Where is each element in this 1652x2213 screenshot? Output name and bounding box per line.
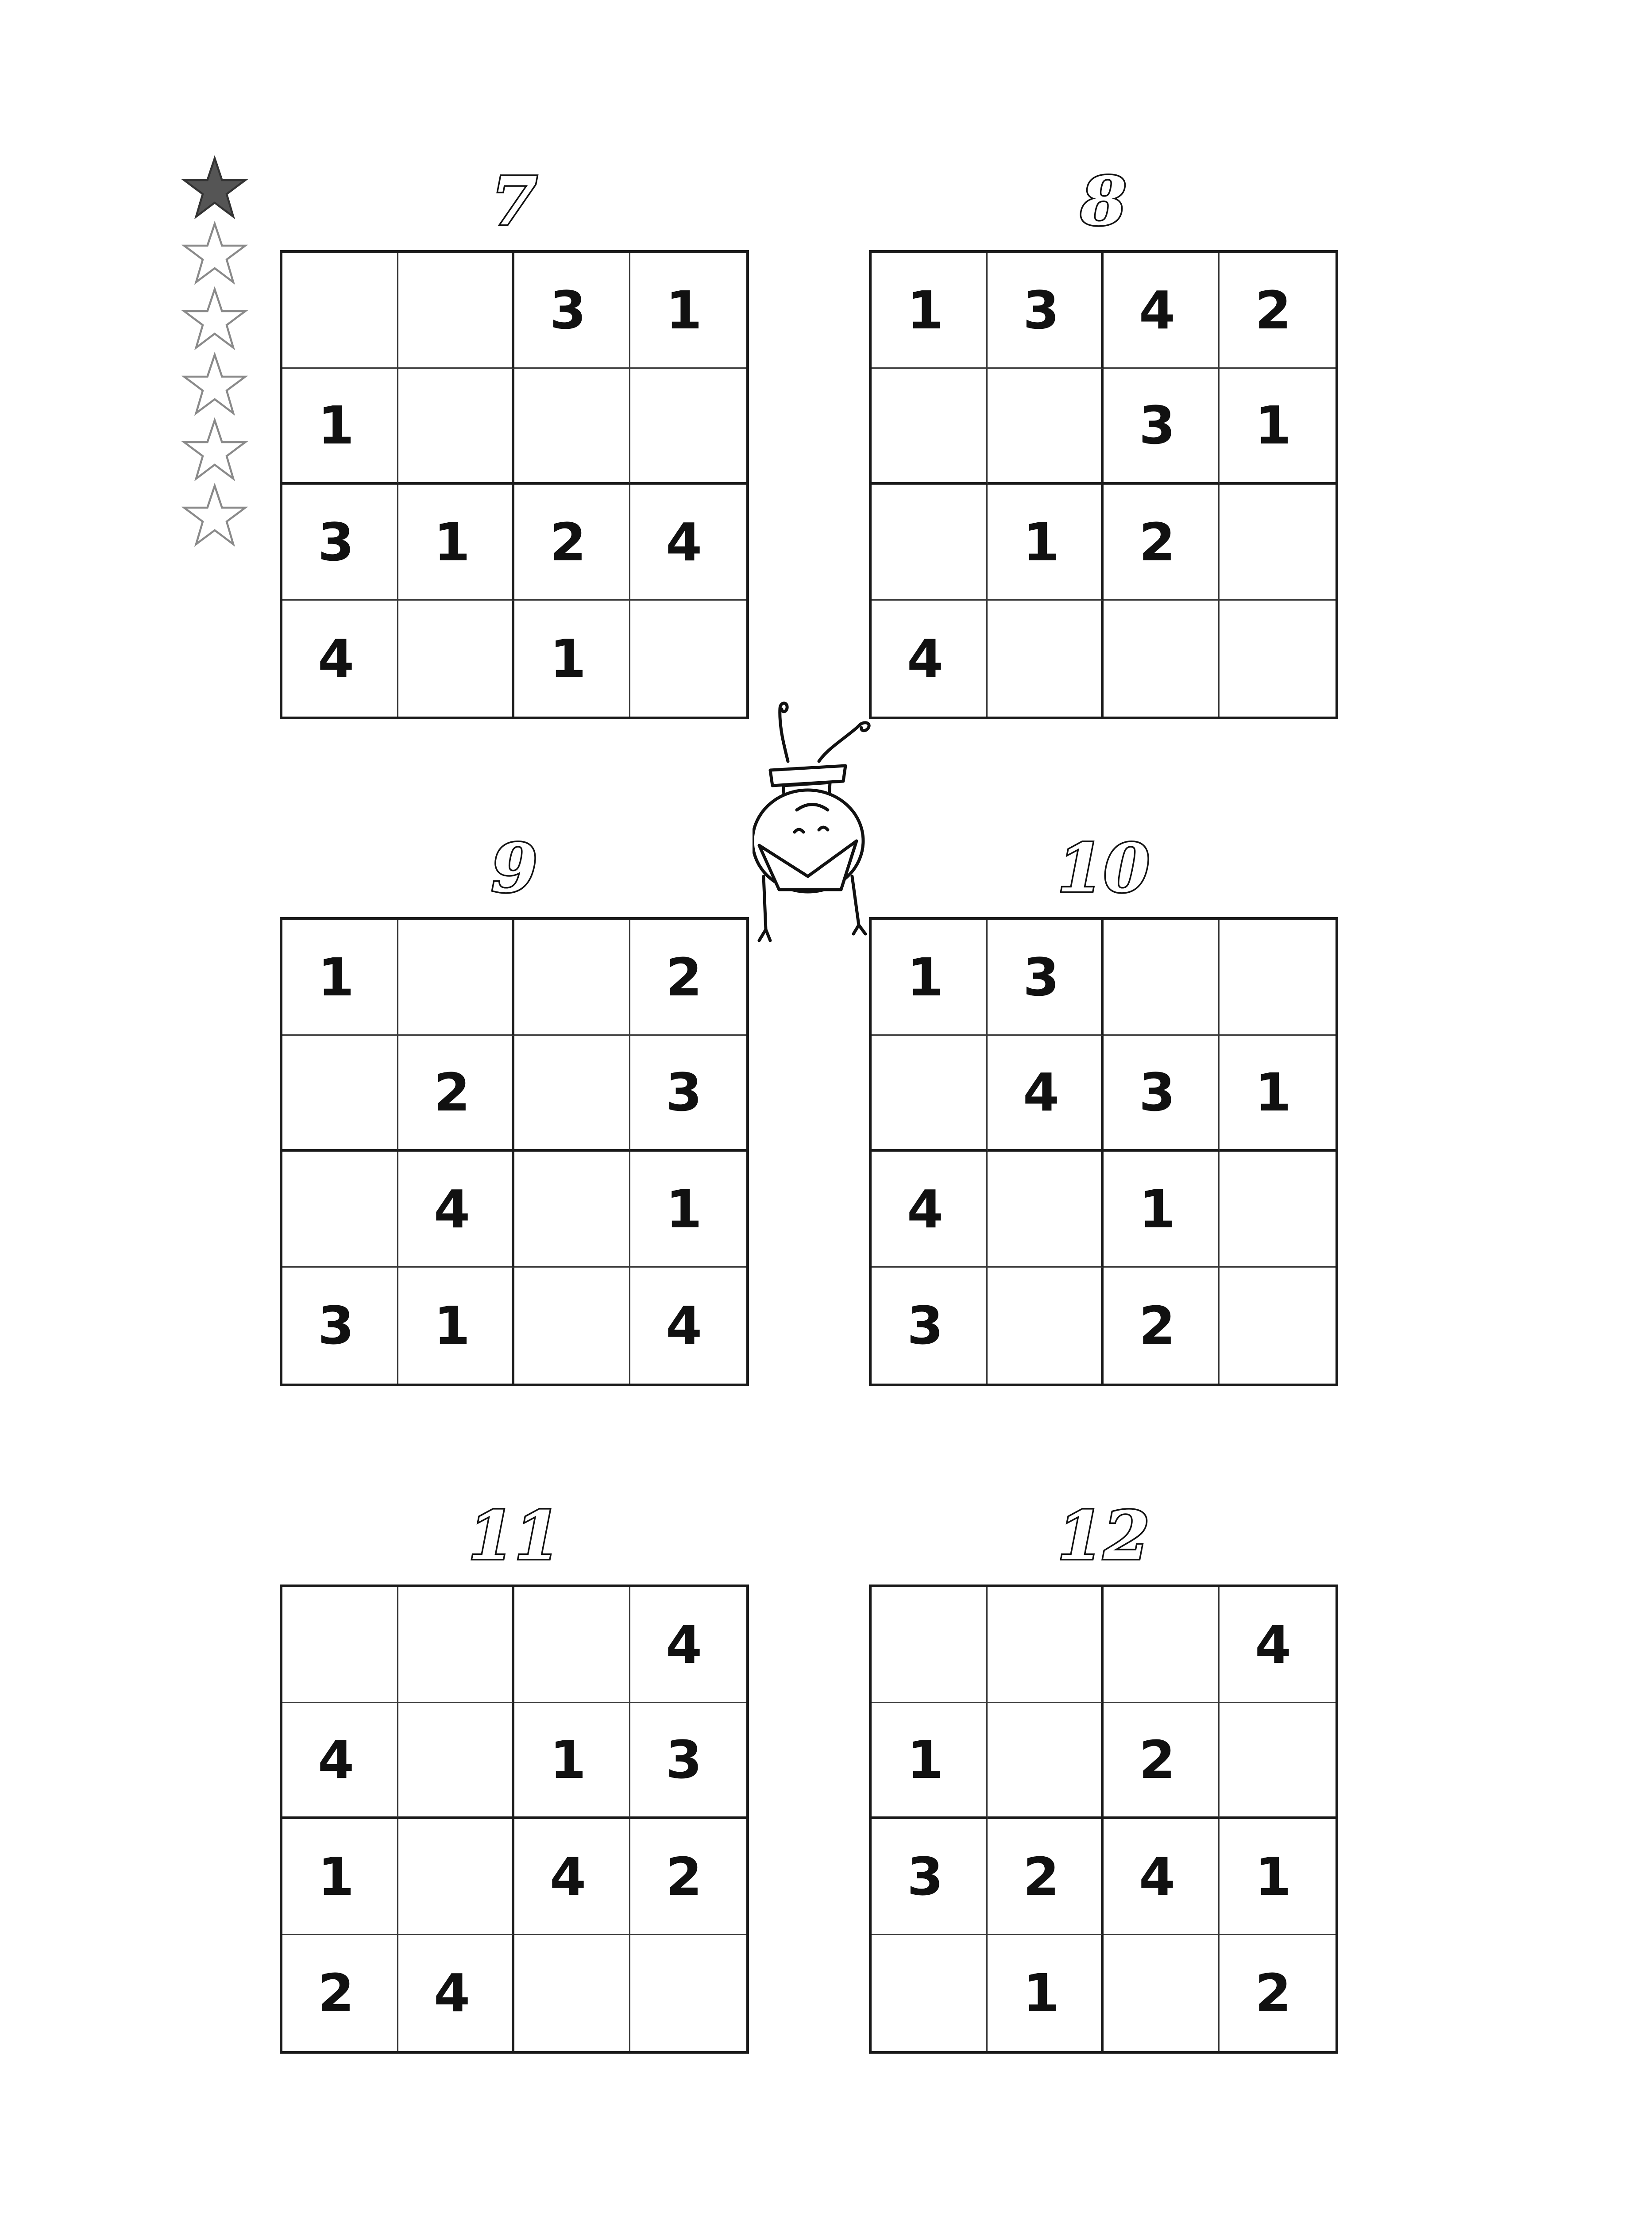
star-outline-icon: [181, 286, 248, 352]
grid-cell[interactable]: [282, 1152, 398, 1268]
grid-cell[interactable]: [1220, 1268, 1335, 1384]
grid-cell[interactable]: 4: [872, 1152, 988, 1268]
grid-cell[interactable]: [398, 920, 514, 1036]
grid-cell[interactable]: 1: [282, 369, 398, 485]
grid-cell[interactable]: [872, 1036, 988, 1152]
grid-cell[interactable]: [282, 253, 398, 369]
grid-cell[interactable]: 4: [398, 1152, 514, 1268]
grid-cell[interactable]: 1: [398, 485, 514, 601]
grid-cell[interactable]: [1104, 601, 1220, 717]
grid-cell[interactable]: 1: [514, 601, 630, 717]
grid-cell[interactable]: [1220, 920, 1335, 1036]
grid-cell[interactable]: 1: [988, 485, 1104, 601]
difficulty-rating: [181, 155, 252, 553]
grid-cell[interactable]: 4: [630, 485, 746, 601]
grid-cell[interactable]: [988, 601, 1104, 717]
grid-cell[interactable]: [630, 1935, 746, 2051]
grid-cell[interactable]: 1: [630, 253, 746, 369]
grid-cell[interactable]: [282, 1036, 398, 1152]
sudoku-puzzle-7: [280, 162, 749, 719]
grid-cell[interactable]: 2: [1104, 1268, 1220, 1384]
grid-cell[interactable]: 3: [630, 1703, 746, 1819]
grid-cell[interactable]: [872, 369, 988, 485]
grid-cell[interactable]: 1: [630, 1152, 746, 1268]
star-outline-icon: [181, 482, 248, 549]
grid-cell[interactable]: 1: [398, 1268, 514, 1384]
grid-cell[interactable]: [514, 1268, 630, 1384]
star-outline-icon: [181, 351, 248, 418]
grid-cell[interactable]: 3: [1104, 369, 1220, 485]
star-outline-icon: [181, 417, 248, 483]
grid-cell[interactable]: 3: [1104, 1036, 1220, 1152]
grid-cell[interactable]: 3: [282, 485, 398, 601]
star-outline-icon: [181, 220, 248, 287]
grid-cell[interactable]: 3: [872, 1268, 988, 1384]
grid-cell[interactable]: 1: [872, 253, 988, 369]
grid-cell[interactable]: 4: [514, 1819, 630, 1935]
grid-cell[interactable]: [1220, 601, 1335, 717]
sudoku-grid: [869, 917, 1338, 1386]
grid-cell[interactable]: [398, 1587, 514, 1703]
grid-cell[interactable]: [988, 1268, 1104, 1384]
grid-cell[interactable]: 4: [398, 1935, 514, 2051]
star-filled-icon: [181, 155, 248, 221]
grid-cell[interactable]: [630, 601, 746, 717]
grid-cell[interactable]: [398, 1703, 514, 1819]
grid-cell[interactable]: 1: [988, 1935, 1104, 2051]
puzzle-number: 11: [468, 1497, 561, 1575]
grid-cell[interactable]: 4: [282, 601, 398, 717]
sudoku-grid: [280, 1585, 749, 2054]
grid-cell[interactable]: [398, 1819, 514, 1935]
grid-cell[interactable]: 2: [630, 1819, 746, 1935]
grid-cell[interactable]: [872, 1935, 988, 2051]
sudoku-grid: [869, 250, 1338, 719]
grid-cell[interactable]: [1220, 485, 1335, 601]
grid-cell[interactable]: 2: [1104, 485, 1220, 601]
grid-cell[interactable]: 2: [514, 485, 630, 601]
puzzle-number: 12: [1057, 1497, 1150, 1575]
sudoku-puzzle-10: [869, 829, 1338, 1386]
grid-cell[interactable]: 3: [514, 253, 630, 369]
grid-cell[interactable]: [398, 601, 514, 717]
sudoku-grid: [280, 250, 749, 719]
grid-cell[interactable]: [988, 369, 1104, 485]
puzzle-number: 10: [1057, 829, 1150, 907]
grid-cell[interactable]: 1: [872, 920, 988, 1036]
grid-cell[interactable]: 1: [1220, 1819, 1335, 1935]
grid-cell[interactable]: 2: [1255, 1962, 1292, 2024]
puzzle-number: 9: [491, 829, 538, 907]
grid-cell[interactable]: [514, 1036, 630, 1152]
grid-cell[interactable]: 4: [988, 1036, 1104, 1152]
grid-cell[interactable]: [1104, 1935, 1220, 2051]
grid-cell[interactable]: [1220, 1703, 1335, 1819]
puzzle-number: 7: [491, 162, 538, 240]
grid-cell[interactable]: 4: [872, 601, 988, 717]
grid-cell[interactable]: 4: [630, 1587, 746, 1703]
grid-cell[interactable]: 3: [282, 1268, 398, 1384]
grid-cell[interactable]: 1: [1220, 369, 1335, 485]
chef-mascot-icon: [753, 699, 903, 947]
grid-cell[interactable]: 3: [988, 253, 1104, 369]
sudoku-puzzle-11: [280, 1497, 749, 2054]
grid-cell[interactable]: [398, 253, 514, 369]
sudoku-grid: [869, 1585, 1338, 2054]
grid-cell[interactable]: [1220, 1152, 1335, 1268]
grid-cell[interactable]: [514, 920, 630, 1036]
grid-cell[interactable]: [282, 1587, 398, 1703]
grid-cell[interactable]: [988, 1587, 1104, 1703]
puzzle-number: 8: [1080, 162, 1127, 240]
grid-cell[interactable]: [514, 1587, 630, 1703]
sudoku-puzzle-8: [869, 162, 1338, 719]
grid-cell[interactable]: 2: [1220, 253, 1335, 369]
grid-cell[interactable]: 2: [630, 920, 746, 1036]
grid-cell[interactable]: [872, 1587, 988, 1703]
sudoku-puzzle-9: [280, 829, 749, 1386]
grid-cell[interactable]: [514, 1152, 630, 1268]
grid-cell[interactable]: 1: [1104, 1152, 1220, 1268]
grid-cell[interactable]: [872, 485, 988, 601]
grid-cell[interactable]: 3: [630, 1036, 746, 1152]
grid-cell[interactable]: 4: [1220, 1587, 1335, 1703]
grid-cell[interactable]: [988, 1152, 1104, 1268]
grid-cell[interactable]: 2: [282, 1935, 398, 2051]
sudoku-grid: [280, 917, 749, 1386]
grid-cell[interactable]: 2: [398, 1036, 514, 1152]
grid-cell[interactable]: 4: [666, 1295, 702, 1356]
grid-cell[interactable]: 1: [514, 1703, 630, 1819]
grid-cell[interactable]: [988, 1703, 1104, 1819]
grid-cell[interactable]: 4: [282, 1703, 398, 1819]
grid-cell[interactable]: [398, 369, 514, 485]
grid-cell[interactable]: 1: [1220, 1036, 1335, 1152]
grid-cell[interactable]: 1: [282, 1819, 398, 1935]
grid-cell[interactable]: 3: [988, 920, 1104, 1036]
grid-cell[interactable]: 4: [1104, 1819, 1220, 1935]
grid-cell[interactable]: [630, 369, 746, 485]
grid-cell[interactable]: [1104, 920, 1220, 1036]
grid-cell[interactable]: [1104, 1587, 1220, 1703]
grid-cell[interactable]: 2: [1104, 1703, 1220, 1819]
grid-cell[interactable]: 2: [988, 1819, 1104, 1935]
grid-cell[interactable]: 4: [1104, 253, 1220, 369]
grid-cell[interactable]: [514, 1935, 630, 2051]
grid-cell[interactable]: 1: [872, 1703, 988, 1819]
grid-cell[interactable]: 3: [872, 1819, 988, 1935]
grid-cell[interactable]: 1: [282, 920, 398, 1036]
sudoku-puzzle-12: [869, 1497, 1338, 2054]
grid-cell[interactable]: [514, 369, 630, 485]
